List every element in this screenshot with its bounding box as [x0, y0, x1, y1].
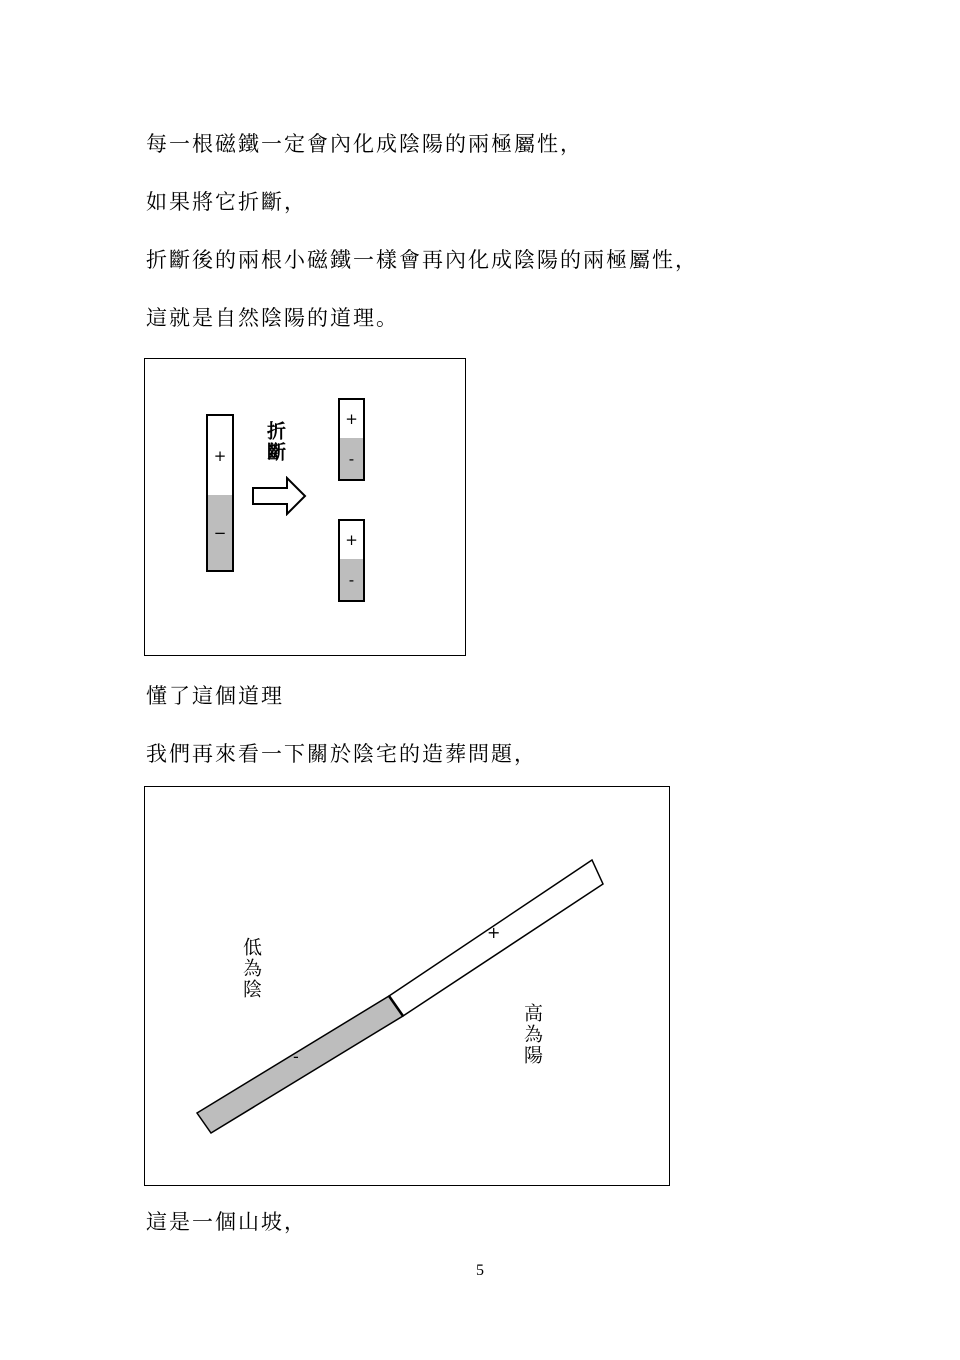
plus-pole: +	[213, 446, 227, 465]
high-yang-label: 高為陽	[521, 1003, 543, 1066]
page-number: 5	[476, 1262, 484, 1279]
paragraph: 我們再來看一下關於陰宅的造葬問題，	[146, 742, 537, 766]
low-yin-segment	[197, 996, 403, 1133]
slope-magnet	[145, 787, 669, 1185]
low-yin-label: 低為陰	[240, 937, 262, 1000]
large-magnet	[206, 414, 234, 572]
paragraph: 每一根磁鐵一定會內化成陰陽的兩極屬性，	[146, 132, 583, 156]
minus-pole: -	[340, 559, 363, 600]
slope-figure	[144, 786, 670, 1186]
small-magnet-bottom	[338, 519, 365, 602]
paragraph: 這是一個山坡，	[146, 1210, 307, 1234]
small-magnet-top	[338, 398, 365, 481]
right-arrow-icon	[251, 476, 307, 516]
paragraph: 折斷後的兩根小磁鐵一樣會再內化成陰陽的兩極屬性，	[146, 248, 698, 272]
paragraph: 如果將它折斷，	[146, 190, 307, 214]
plus-pole: +	[345, 531, 358, 549]
paragraph: 懂了這個道理	[146, 684, 284, 708]
plus-pole: +	[345, 410, 358, 428]
paragraph: 這就是自然陰陽的道理。	[146, 306, 399, 330]
minus-pole: -	[340, 438, 363, 479]
minus-sign: -	[293, 1047, 299, 1066]
minus-pole: −	[208, 495, 232, 570]
magnet-break-figure	[144, 358, 466, 656]
plus-sign: +	[487, 923, 501, 942]
break-label: 折斷	[264, 421, 286, 463]
